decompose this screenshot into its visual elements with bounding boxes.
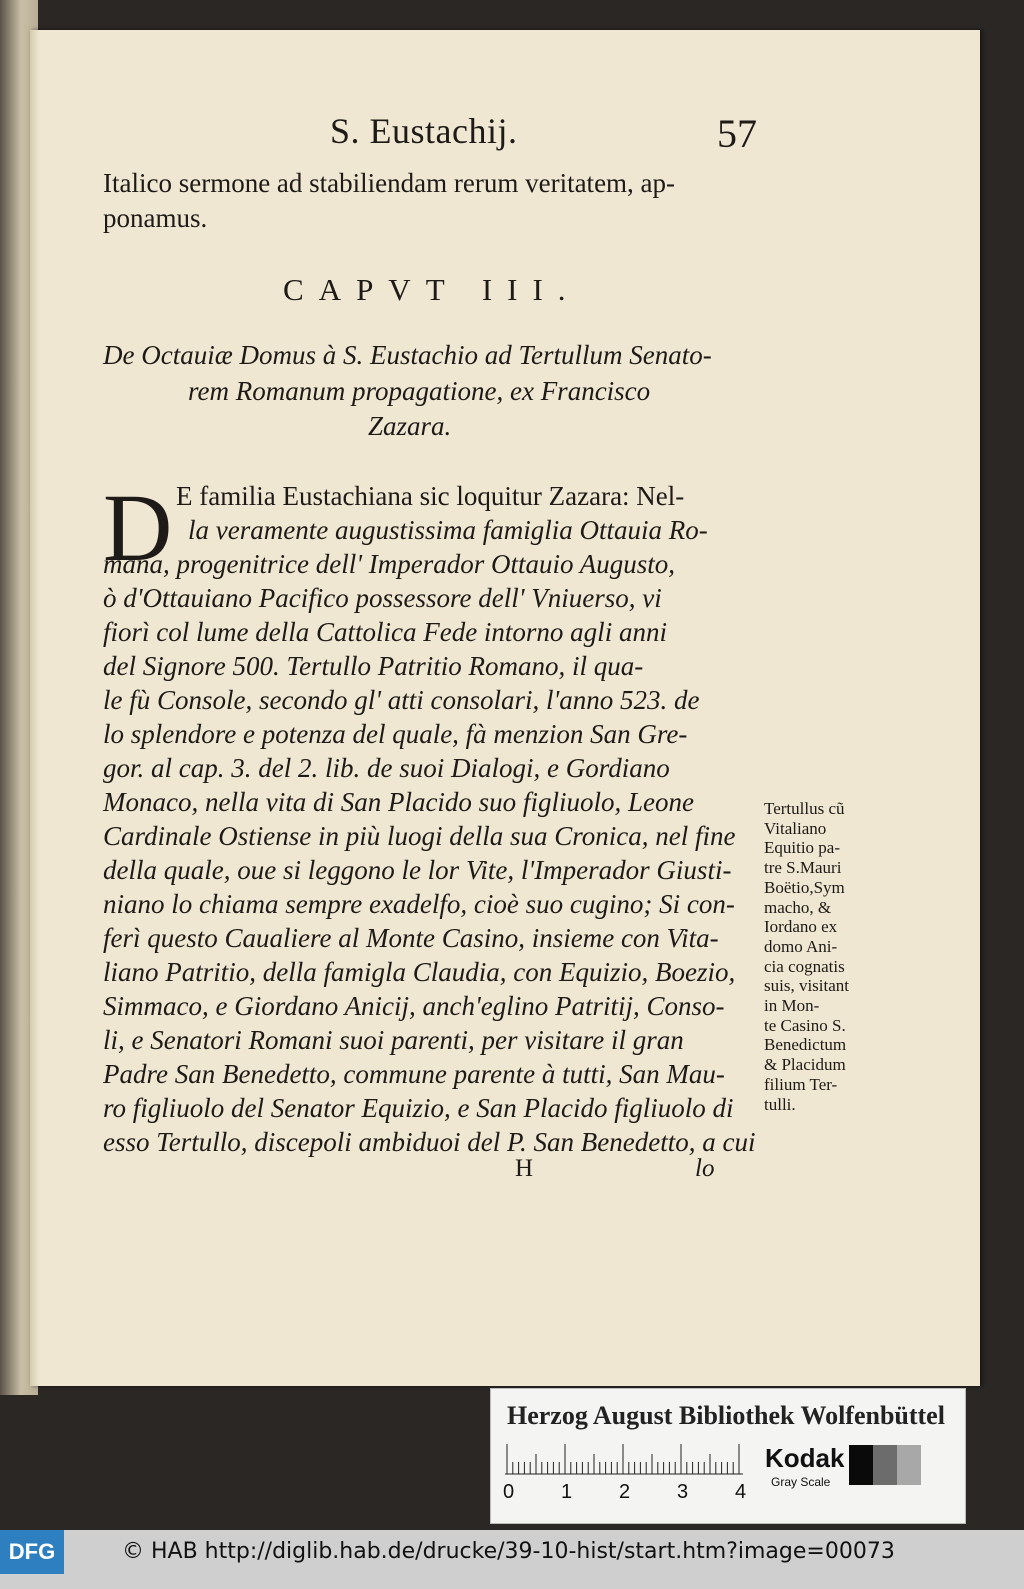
margin-note-line: & Placidum [764,1055,846,1075]
ruler-number: 2 [619,1481,631,1503]
color-calibration-card [490,1388,966,1524]
margin-note-line: domo Ani- [764,936,838,956]
ruler-number: 3 [677,1481,689,1503]
margin-note-line: filium Ter- [764,1074,838,1094]
running-header: S. Eustachij. [330,111,518,151]
body-line: mana, progenitrice dell' Imperador Ottauio Augusto, [103,549,675,579]
body-line: della quale, oue si leggono le lor Vite, l'Imperador Giusti- [103,855,732,885]
gray-scale-label: Gray Scale [771,1475,831,1489]
chapter-subtitle-line: Zazara. [368,411,452,441]
margin-note-line: Tertullus cũ [764,799,845,818]
catchword: lo [695,1155,715,1182]
body-line: niano lo chiama sempre exadelfo, cioè suo cugino; Si con- [103,889,735,919]
ruler-number: 0 [503,1481,515,1503]
body-line: Monaco, nella vita di San Placido suo figliuolo, Leone [103,787,694,817]
margin-note-line: te Casino S. [764,1015,846,1035]
chapter-subtitle-line: De Octauiæ Domus à S. Eustachio ad Tertullum Senato- [103,340,712,370]
margin-note-line: Vitaliano [764,818,827,838]
body-line: le fù Console, secondo gl' atti consolari, l'anno 523. de [103,685,700,715]
gray-swatch-mid [873,1445,897,1485]
body-line: fiorì col lume della Cattolica Fede intorno agli anni [103,617,667,647]
body-line: lo splendore e potenza del quale, fà menzion San Gre- [103,719,688,749]
page-number: 57 [717,111,757,156]
body-line: liano Patritio, della famigla Claudia, con Equizio, Boezio, [103,957,736,987]
gray-swatches [849,1445,921,1485]
ruler-scale [505,1443,743,1475]
body-line: E familia Eustachiana sic loquitur Zazara: Nel- [176,481,685,511]
margin-note-line: in Mon- [764,996,820,1016]
body-line: gor. al cap. 3. del 2. lib. de suoi Dialogi, e Gordiano [103,753,670,783]
body-line: Cardinale Ostiense in più luogi della sua Cronica, nel fine [103,821,736,851]
body-line: la veramente augustissima famiglia Ottauia Ro- [188,515,708,545]
margin-note-line: macho, & [764,897,832,917]
library-name: Herzog August Bibliothek Wolfenbüttel [507,1401,945,1430]
margin-note [764,799,849,1114]
margin-note-line: Benedictum [764,1035,847,1055]
margin-note-line: cia cognatis [764,956,845,976]
dfg-logo: DFG [0,1530,64,1574]
signature-mark: H [515,1155,534,1182]
body-line: Padre San Benedetto, commune parente à tutti, San Mau- [103,1059,725,1089]
chapter-heading: CAPVT III. [283,272,581,307]
intro-line: Italico sermone ad stabiliendam rerum veritatem, ap- [103,168,676,198]
ruler-number: 1 [561,1481,573,1503]
margin-note-line: tulli. [764,1094,796,1114]
kodak-logo: Kodak [765,1443,845,1473]
chapter-subtitle-line: rem Romanum propagatione, ex Francisco [188,376,651,406]
body-line: li, e Senatori Romani suoi parenti, per visitare il gran [103,1025,684,1055]
margin-note-line: suis, visitant [764,976,850,996]
body-line: ò d'Ottauiano Pacifico possessore dell' Vniuerso, vi [103,583,662,613]
margin-note-line: Boëtio,Sym [764,877,845,897]
gray-swatch-black [849,1445,873,1485]
drop-cap: D [103,474,173,581]
margin-note-line: Iordano ex [764,917,838,937]
body-line: ferì questo Caualiere al Monte Casino, insieme con Vita- [103,923,719,953]
gray-swatch-light [897,1445,921,1485]
intro-line: ponamus. [103,203,208,233]
margin-note-line: Equitio pa- [764,838,841,858]
footer-credit[interactable]: © HAB http://diglib.hab.de/drucke/39-10-hist/start.htm?image=00073 [122,1539,895,1564]
margin-note-line: tre S.Mauri [764,858,842,878]
body-line: ro figliuolo del Senator Equizio, e San Placido figliuolo di [103,1093,734,1123]
body-line: esso Tertullo, discepoli ambiduoi del P. San Benedetto, a cui [103,1127,756,1157]
ruler-number: 4 [735,1481,747,1503]
body-line: del Signore 500. Tertullo Patritio Romano, il qua- [103,651,644,681]
body-line: Simmaco, e Giordano Anicij, anch'eglino Patritij, Conso- [103,991,725,1021]
